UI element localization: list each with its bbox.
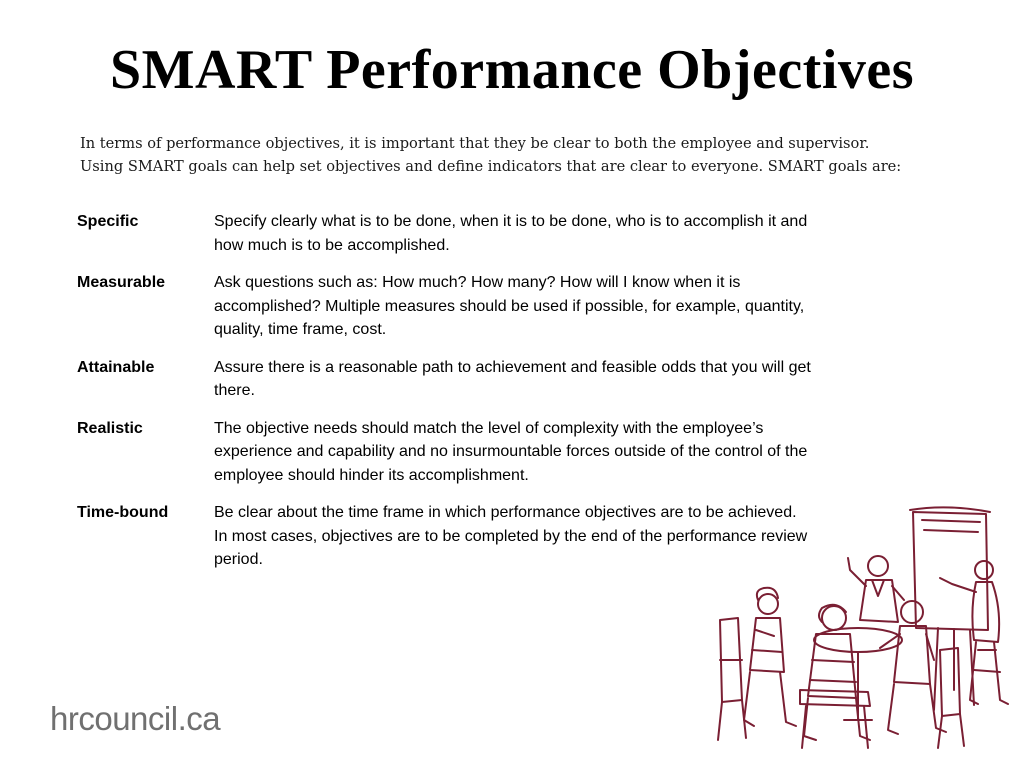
meeting-people-sketch-icon	[708, 500, 1018, 756]
smart-item-attainable	[77, 356, 917, 403]
smart-term: Time-bound	[77, 504, 169, 521]
definition-line: quality, time frame, cost.	[214, 321, 387, 338]
smart-item-realistic	[77, 417, 917, 488]
definition-line: experience and capability and no insurmountable forces outside of the control of the	[214, 443, 808, 460]
smart-definition	[214, 356, 904, 403]
smart-item-specific	[77, 210, 917, 257]
smart-definition	[214, 210, 904, 257]
definition-line: Specify clearly what is to be done, when it is to be done, who is to accomplish it and	[214, 213, 808, 230]
hrcouncil-logo: hrcouncil.ca	[50, 700, 221, 737]
definition-line: Ask questions such as: How much? How many? How will I know when it is	[214, 274, 741, 291]
slide-title: SMART Performance Objectives	[109, 39, 915, 101]
smart-term: Attainable	[77, 358, 155, 376]
smart-term: Measurable	[77, 274, 166, 291]
definition-line: In most cases, objectives are to be completed by the end of the performance review	[214, 527, 808, 545]
definition-line: accomplished? Multiple measures should be used if possible, for example, quantity,	[214, 297, 805, 315]
smart-definition	[214, 271, 904, 342]
intro-paragraph	[80, 132, 980, 178]
smart-term: Specific	[77, 213, 139, 230]
definition-line: how much is to be accomplished.	[214, 236, 450, 254]
smart-definition	[214, 417, 904, 488]
definition-line: Assure there is a reasonable path to achievement and feasible odds that you will get	[214, 358, 811, 376]
intro-line: Using SMART goals can help set objectives and define indicators that are clear to everyone. SMART goals are:	[80, 158, 902, 175]
definition-line: period.	[214, 551, 263, 568]
definition-line: Be clear about the time frame in which performance objectives are to be achieved.	[214, 504, 797, 521]
smart-term: Realistic	[77, 419, 143, 437]
intro-line: In terms of performance objectives, it is important that they be clear to both the employee and supervisor.	[80, 135, 870, 152]
smart-item-measurable	[77, 271, 917, 342]
definition-line: employee should hinder its accomplishment.	[214, 466, 529, 484]
definition-line: The objective needs should match the level of complexity with the employee’s	[214, 419, 764, 437]
definition-line: there.	[214, 382, 255, 399]
